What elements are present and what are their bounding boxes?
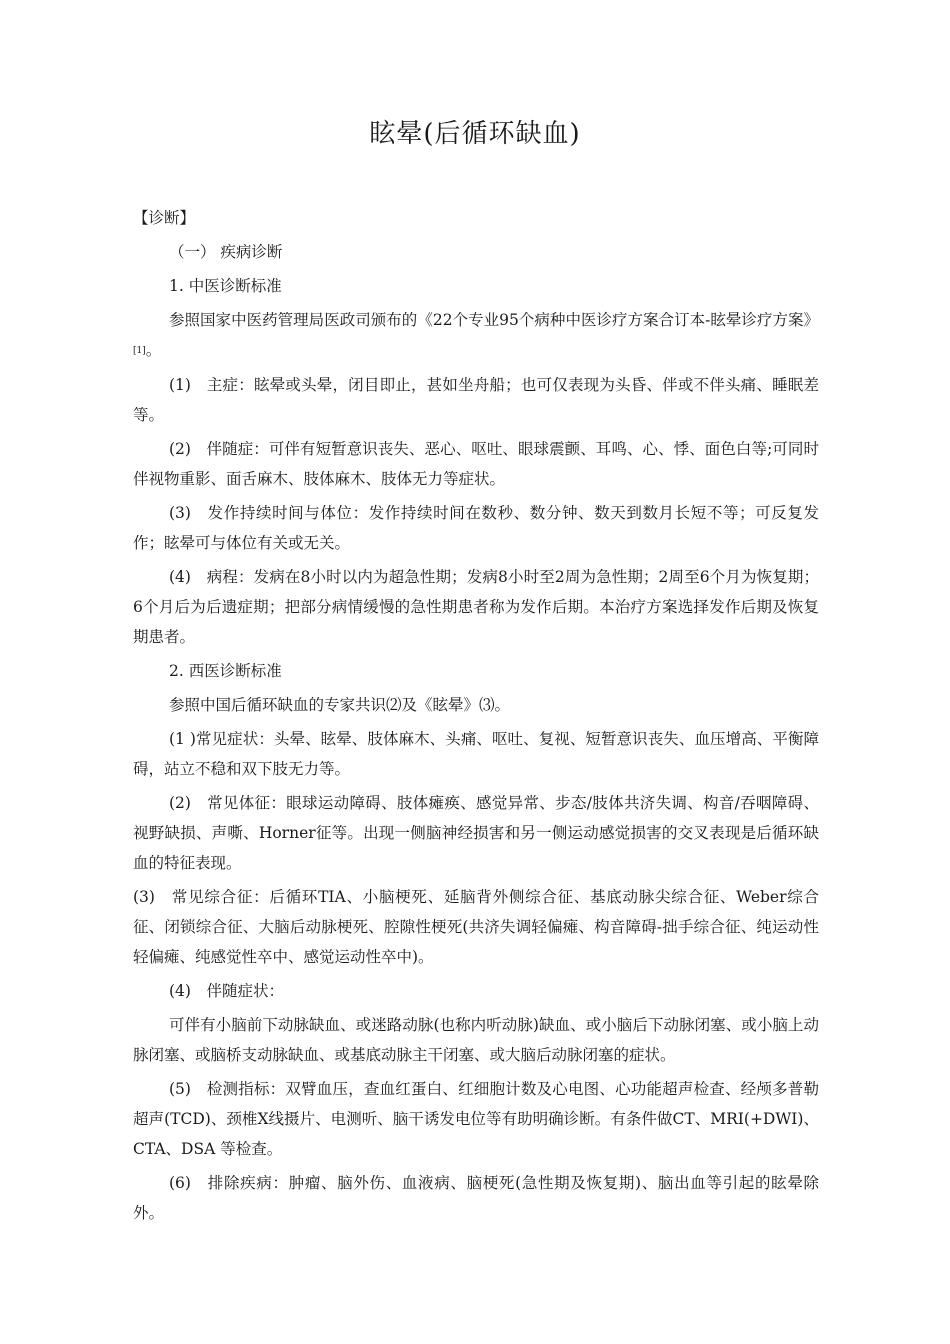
western-item-syndromes: (3) 常见综合征：后循环TIA、小脑梗死、延脑背外侧综合征、基底动脉尖综合征、Weber综合征、闭锁综合征、大脑后动脉梗死、腔隙性梗死(共济失调轻偏瘫、构音障碍-拙手综合征、纯运动性轻偏瘫、纯感觉性卒中、感觉运动性卒中)。 (133, 888, 819, 966)
tcm-item-main-symptom: (1) 主症：眩晕或头晕，闭目即止，甚如坐舟船；也可仅表现为头昏、伴或不伴头痛、睡眠差等。 (133, 376, 819, 424)
western-item-common-symptoms: (1 )常见症状：头晕、眩晕、肢体麻木、头痛、呕吐、复视、短暂意识丧失、血压增高、平衡障碍，站立不稳和双下肢无力等。 (133, 730, 819, 778)
western-reference-paragraph: 参照中国后循环缺血的专家共识⑵及《眩晕》⑶。 (169, 696, 511, 714)
tcm-item-duration-position: (3) 发作持续时间与体位：发作持续时间在数秒、数分钟、数天到数月长短不等；可反复发作；眩晕可与体位有关或无关。 (133, 504, 819, 552)
western-item-test-indicators: (5) 检测指标：双臂血压，查血红蛋白、红细胞计数及心电图、心功能超声检查、经颅多普勒超声(TCD)、颈椎X线摄片、电测听、脑干诱发电位等有助明确诊断。有条件做CT、MRI(+DWI)、CTA、DSA 等检查。 (133, 1080, 819, 1158)
section-heading-diagnosis: 【诊断】 (133, 209, 196, 227)
western-item-common-signs: (2) 常见体征：眼球运动障碍、肢体瘫痪、感觉异常、步态/肢体共济失调、构音/吞咽障碍、视野缺损、声嘶、Horner征等。出现一侧脑神经损害和另一侧运动感觉损害的交叉表现是后循环缺血的特征表现。 (133, 794, 819, 872)
western-criteria-heading: 2. 西医诊断标准 (169, 662, 282, 680)
western-item-accompanying-symptoms: (4) 伴随症状： (169, 982, 284, 1000)
tcm-item-disease-course: (4) 病程：发病在8小时以内为超急性期；发病8小时至2周为急性期；2周至6个月为恢复期；6个月后为后遗症期；把部分病情缓慢的急性期患者称为发作后期。本治疗方案选择发作后期及恢复期患者。 (133, 568, 819, 646)
citation-marker: [1] (133, 346, 146, 356)
tcm-criteria-heading: 1. 中医诊断标准 (169, 277, 282, 295)
western-item-exclusions: (6) 排除疾病：肿瘤、脑外伤、血液病、脑梗死(急性期及恢复期)、脑出血等引起的眩晕除外。 (133, 1174, 819, 1222)
tcm-reference-paragraph (133, 305, 819, 366)
tcm-item-accompanying-symptom: (2) 伴随症：可伴有短暂意识丧失、恶心、呕吐、眼球震颤、耳鸣、心、悸、面色白等;可同时伴视物重影、面舌麻木、肢体麻木、肢体无力等症状。 (133, 440, 819, 488)
tcm-reference-text: 参照国家中医药管理局医政司颁布的《22个专业95个病种中医诊疗方案合订本-眩晕诊疗方案》 (169, 311, 819, 329)
western-item-accompanying-detail: 可伴有小脑前下动脉缺血、或迷路动脉(也称内听动脉)缺血、或小脑后下动脉闭塞、或小脑上动脉闭塞、或脑桥支动脉缺血、或基底动脉主干闭塞、或大脑后动脉闭塞的症状。 (133, 1016, 819, 1064)
page-title: 眩晕(后循环缺血) (369, 119, 581, 149)
tcm-reference-end: 。 (145, 341, 162, 359)
document-body (133, 203, 819, 1232)
subsection-disease-diagnosis: （一） 疾病诊断 (169, 243, 283, 261)
